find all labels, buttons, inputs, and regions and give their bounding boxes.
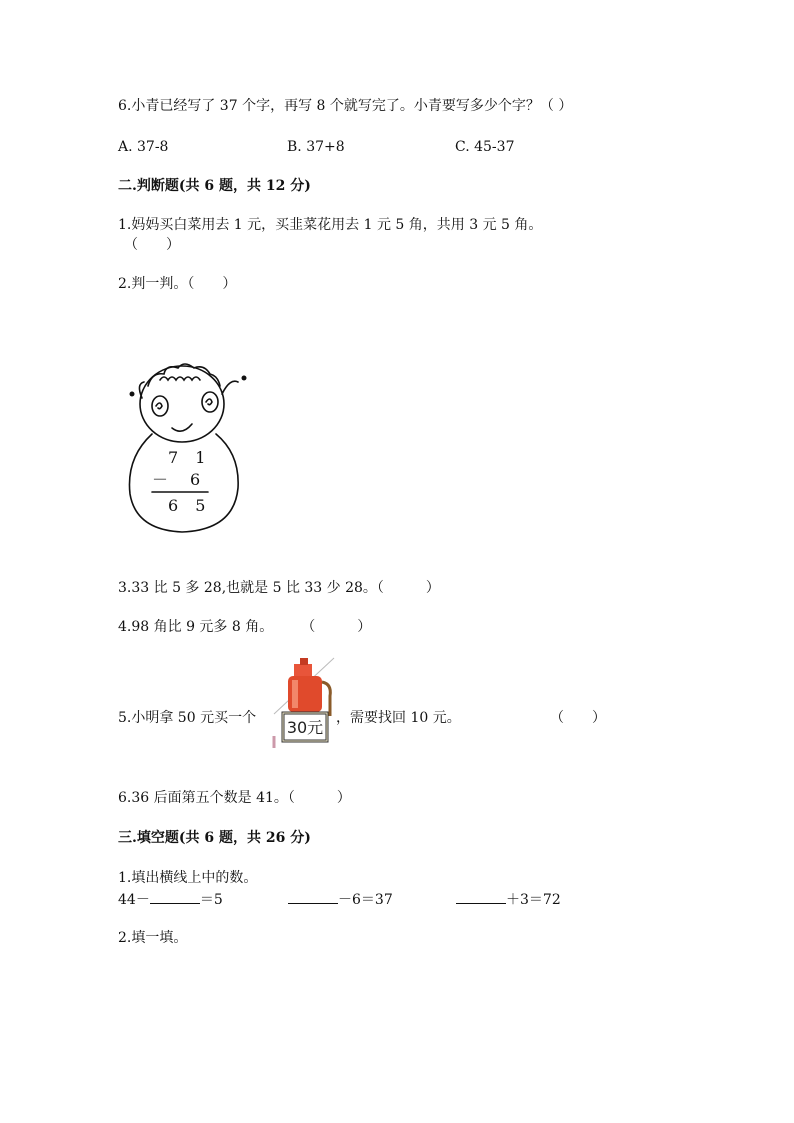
section-2-title: 二.判断题(共 6 题，共 12 分) (118, 178, 311, 194)
judge-q4: 4.98 角比 9 元多 8 角。 （ ） (118, 619, 372, 635)
judge-q5-post: ，需要找回 10 元。 (336, 710, 461, 726)
price-tag: 30元 (286, 718, 324, 737)
fill-q1-a-post: ＝5 (199, 892, 223, 908)
judge-q6: 6.36 后面第五个数是 41。（ ） (118, 790, 351, 806)
judge-q5-pre: 5.小明拿 50 元买一个 (118, 710, 257, 726)
option-a: A. 37-8 (118, 139, 169, 155)
fill-blank-3[interactable] (456, 889, 506, 904)
option-b: B. 37+8 (287, 139, 345, 155)
thermos-picture (272, 656, 336, 748)
judge-q5-paren: （ ） (550, 710, 606, 726)
subtraction-operator: － (152, 470, 169, 489)
subtraction-middle: 6 (190, 470, 201, 489)
judge-q1-paren: （ ） (124, 237, 180, 253)
fill-q1-c (456, 889, 561, 910)
section-3-title: 三.填空题(共 6 题，共 26 分) (118, 830, 311, 846)
doll-figure (122, 358, 252, 538)
fill-q1-a (118, 889, 223, 910)
antenna-dots (130, 376, 247, 397)
option-c: C. 45-37 (455, 139, 515, 155)
fill-q2: 2.填一填。 (118, 930, 188, 946)
judge-q3: 3.33 比 5 多 28,也就是 5 比 33 少 28。（ ） (118, 580, 440, 596)
subtraction-top: 7 1 (168, 448, 212, 467)
fill-q1-b-post: －6＝37 (338, 892, 393, 908)
fill-q1-a-pre: 44－ (118, 892, 150, 908)
fill-q1-stem: 1.填出横线上中的数。 (118, 870, 258, 886)
fill-q1-b (288, 889, 393, 910)
fill-blank-2[interactable] (288, 889, 338, 904)
subtraction-bottom: 6 5 (168, 496, 212, 515)
judge-q2: 2.判一判。（ ） (118, 276, 237, 292)
fill-blank-1[interactable] (150, 889, 200, 904)
fill-q1-c-post: ＋3＝72 (506, 892, 561, 908)
judge-q1-line1: 1.妈妈买白菜用去 1 元，买韭菜花用去 1 元 5 角，共用 3 元 5 角。 (118, 217, 543, 233)
question-6-stem: 6.小青已经写了 37 个字，再写 8 个就写完了。小青要写多少个字？（ ） (118, 98, 573, 114)
